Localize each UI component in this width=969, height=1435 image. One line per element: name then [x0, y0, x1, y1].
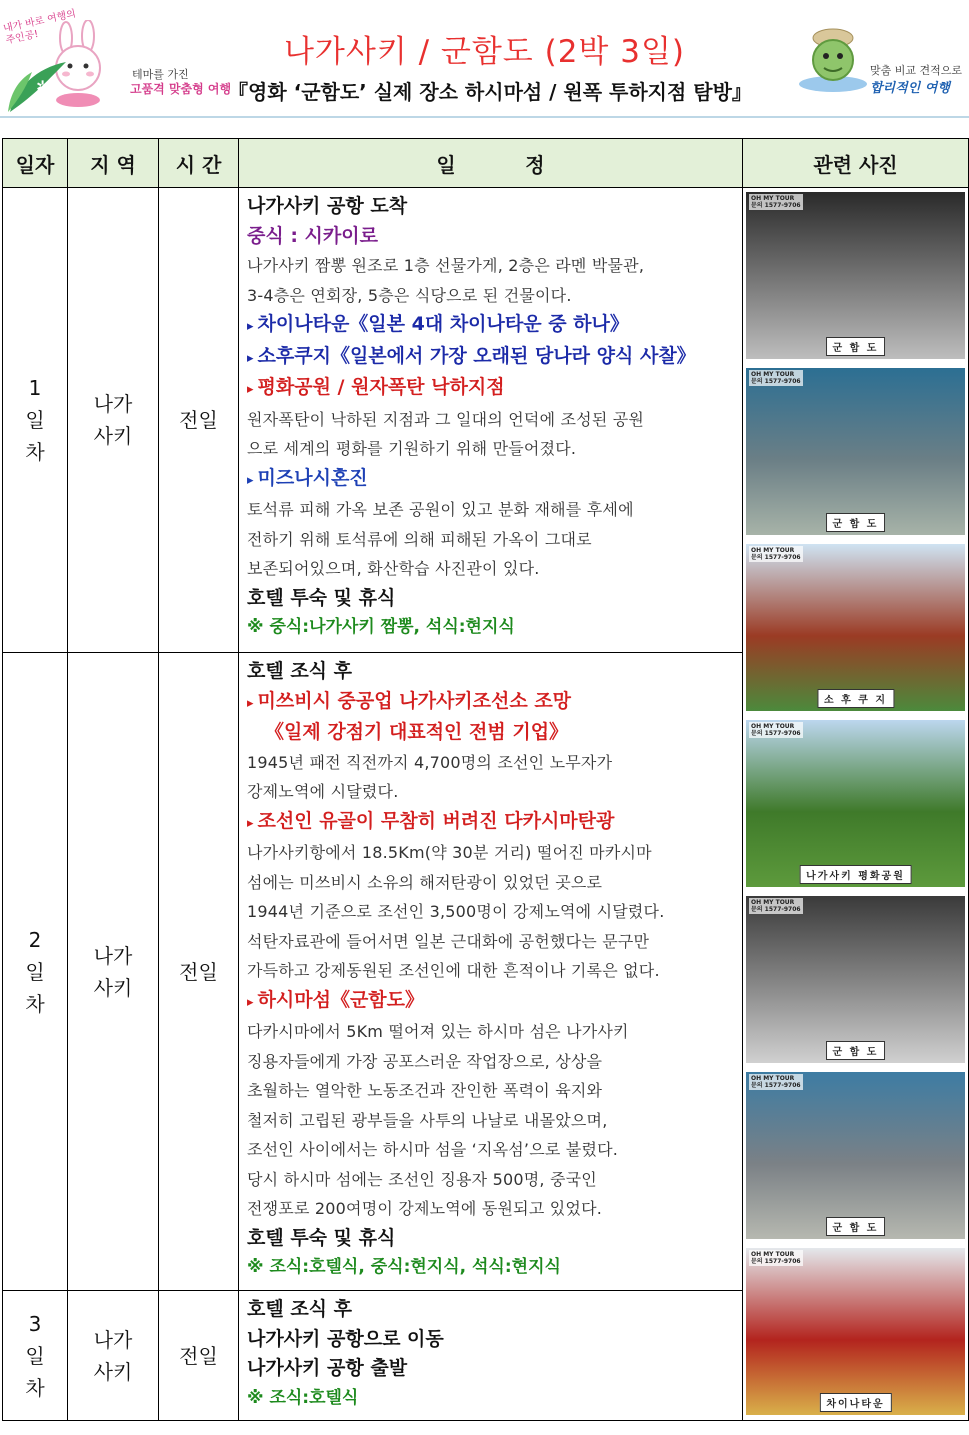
schedule-text: 호텔 투숙 및 휴식: [247, 586, 396, 609]
schedule-text: 나가사키 짬뽕 원조로 1층 선물가게, 2층은 라멘 박물관,: [247, 256, 645, 275]
photo-caption: 차이나타운: [819, 1393, 891, 1412]
right-tagline: 합리적인 여행: [870, 81, 950, 96]
tour-logo: [749, 722, 803, 738]
schedule-text: 소후쿠지《일본에서 가장 오래된 당나라 양식 사찰》: [257, 344, 696, 367]
schedule-line: [247, 868, 736, 898]
photo-caption: 군 함 도: [826, 1217, 886, 1236]
bullet-triangle-icon: ▸: [247, 382, 254, 397]
schedule-line: [247, 748, 736, 778]
schedule-line: [247, 405, 736, 435]
photo-tree: [743, 716, 968, 892]
schedule-text: 다카시마에서 5Km 떨어져 있는 하시마 섬은 나가사키: [247, 1022, 629, 1041]
schedule-line: [247, 1354, 736, 1384]
bullet-triangle-icon: ▸: [247, 994, 254, 1010]
photo-caption: 군 함 도: [826, 337, 886, 356]
schedule-text: 《일제 강점기 대표적인 전범 기업》: [265, 721, 569, 743]
page-header: [0, 0, 969, 128]
day-cell: [3, 1291, 68, 1421]
schedule-text: 나가사키 공항 도착: [247, 195, 408, 217]
column-header-photos: 관련 사진: [743, 139, 969, 188]
schedule-text: 전하기 위해 토석류에 의해 피해된 가옥이 그대로: [247, 529, 592, 549]
tour-logo-text: OH MY TOUR: [751, 899, 795, 906]
schedule-text: 중식 : 시카이로: [247, 224, 378, 247]
schedule-text: 1944년 기준으로 조선인 3,500명이 강제노역에 시달렸다.: [247, 902, 665, 921]
region-cell: [68, 653, 159, 1291]
schedule-text: 조선인 사이에서는 하시마 섬을 ‘지옥섬’으로 불렸다.: [247, 1140, 619, 1159]
theme-tagline: 고품격 맞춤형 여행: [130, 82, 232, 96]
region-label: 나가: [93, 943, 133, 968]
time-cell: 전일: [159, 1291, 239, 1421]
schedule-text: 토석류 피해 가옥 보존 공원이 있고 분화 재해를 후세에: [247, 500, 634, 519]
photo-image: [746, 896, 965, 1063]
schedule-line: [247, 1076, 736, 1106]
schedule-text: 미즈나시혼진: [257, 466, 368, 489]
time-cell: 전일: [159, 188, 239, 653]
schedule-text: ※ 조식:호텔식, 중식:현지식, 석식:현지식: [247, 1257, 561, 1277]
schedule-line: [247, 657, 736, 687]
photo-image: [746, 1248, 965, 1415]
schedule-line: [247, 342, 736, 374]
schedule-cell: [239, 653, 743, 1291]
schedule-line: [247, 1253, 736, 1283]
photo-caption: 군 함 도: [826, 1041, 886, 1060]
region-label: 사키: [93, 424, 133, 448]
tour-logo: [749, 898, 803, 914]
schedule-line: [247, 1165, 736, 1195]
schedule-line: [247, 1106, 736, 1136]
photo-island: [743, 364, 968, 540]
schedule-line: [247, 1017, 736, 1047]
schedule-line: [247, 464, 736, 496]
schedule-cell: [239, 1291, 743, 1421]
schedule-line: [247, 434, 736, 464]
photo-image: [746, 192, 965, 359]
theme-caption: 테마를 가진: [132, 68, 189, 81]
tour-logo-text: OH MY TOUR: [751, 195, 795, 202]
tour-logo-text: 문의 1577-9706: [751, 378, 801, 385]
photo-image: [746, 544, 965, 711]
schedule-text: 섬에는 미쓰비시 소유의 해저탄광이 있었던 곳으로: [247, 872, 603, 892]
tour-logo-text: 문의 1577-9706: [751, 1258, 801, 1265]
column-header-region: 지 역: [68, 139, 159, 188]
schedule-line: [247, 1224, 736, 1254]
column-header-time: 시 간: [159, 139, 239, 188]
page-title: 나가사키 / 군함도 (2박 3일): [283, 34, 685, 70]
tour-logo: [749, 370, 803, 386]
schedule-line: [247, 1047, 736, 1077]
photo-caption: 나가사키 평화공원: [799, 865, 912, 884]
schedule-line: [247, 986, 736, 1018]
schedule-line: [247, 897, 736, 927]
schedule-text: 철저히 고립된 광부들을 사투의 나날로 내몰았으며,: [247, 1110, 608, 1130]
schedule-line: [247, 251, 736, 281]
schedule-line: [247, 687, 736, 719]
photo-gate: [743, 1244, 968, 1420]
schedule-text: 강제노역에 시달렸다.: [247, 782, 399, 801]
itinerary-table: [2, 138, 969, 1421]
schedule-line: [247, 718, 736, 748]
schedule-text: 으로 세계의 평화를 기원하기 위해 만들어졌다.: [247, 439, 577, 458]
region-label: 사키: [93, 1359, 133, 1384]
schedule-text: 석탄자료관에 들어서면 일본 근대화에 공헌했다는 문구만: [247, 931, 650, 951]
photo-people: [743, 892, 968, 1068]
tour-logo-text: OH MY TOUR: [751, 371, 795, 378]
schedule-line: [247, 222, 736, 252]
schedule-line: [247, 1384, 736, 1414]
schedule-line: [247, 838, 736, 868]
schedule-line: [247, 956, 736, 986]
tour-logo-text: OH MY TOUR: [751, 1251, 795, 1258]
table-row: [3, 188, 969, 653]
schedule-cell: [239, 188, 743, 653]
table-header-row: [3, 139, 969, 188]
region-cell: [68, 188, 159, 653]
tour-logo-text: 문의 1577-9706: [751, 202, 801, 209]
day-label: 3: [28, 1311, 42, 1336]
tour-logo-text: OH MY TOUR: [751, 547, 795, 554]
photo-image: [746, 1072, 965, 1239]
right-caption: 맞춤 비교 견적으로: [870, 64, 963, 77]
tour-logo: [749, 546, 803, 562]
time-cell: 전일: [159, 653, 239, 1291]
schedule-line: [247, 584, 736, 614]
schedule-text: 평화공원 / 원자폭탄 낙하지점: [257, 376, 505, 398]
day-label: 일: [25, 959, 45, 984]
tour-logo: [749, 1074, 803, 1090]
day-label: 차: [25, 991, 45, 1016]
photo-caption: 군 함 도: [826, 513, 886, 532]
tour-logo-text: 문의 1577-9706: [751, 554, 801, 561]
photo-caption: 소 후 쿠 지: [817, 689, 894, 708]
column-header-schedule: 일 정: [239, 139, 743, 188]
day-label: 일: [25, 408, 45, 432]
schedule-text: 호텔 조식 후: [247, 660, 352, 682]
photo-column: [743, 188, 969, 1421]
schedule-text: ※ 중식:나가사키 짬뽕, 석식:현지식: [247, 617, 515, 637]
tour-logo-text: 문의 1577-9706: [751, 730, 801, 737]
day-label: 일: [25, 1343, 45, 1368]
region-label: 나가: [93, 1327, 133, 1352]
schedule-line: [247, 310, 736, 342]
schedule-text: 1945년 패전 직전까지 4,700명의 조선인 노무자가: [247, 752, 613, 772]
bunny-slogan: 내가 바로 여행의 주인공!: [2, 8, 77, 47]
region-label: 사키: [93, 975, 133, 1000]
day-label: 2: [28, 927, 42, 952]
tour-logo-text: 문의 1577-9706: [751, 1082, 801, 1089]
schedule-text: 조선인 유골이 무참히 버려진 다카시마탄광: [257, 809, 615, 832]
schedule-line: [247, 1325, 736, 1355]
day-cell: [3, 188, 68, 653]
schedule-line: [247, 281, 736, 311]
tour-logo-text: OH MY TOUR: [751, 723, 795, 730]
day-label: 1: [28, 376, 42, 400]
frog-mascot-illustration: [796, 20, 870, 106]
schedule-text: 호텔 조식 후: [247, 1298, 352, 1320]
svg-text:✲: ✲: [36, 77, 50, 96]
schedule-text: 호텔 투숙 및 휴식: [247, 1226, 396, 1249]
schedule-text: 차이나타운《일본 4대 차이나타운 중 하나》: [257, 313, 629, 335]
schedule-text: 하시마섬《군함도》: [257, 988, 425, 1011]
schedule-line: [247, 192, 736, 222]
schedule-text: 보존되어있으며, 화산학습 사진관이 있다.: [247, 559, 540, 578]
schedule-text: 미쓰비시 중공업 나가사키조선소 조망: [257, 689, 572, 712]
day-cell: [3, 653, 68, 1291]
column-header-day: 일자: [3, 139, 68, 188]
schedule-line: [247, 613, 736, 643]
schedule-line: [247, 807, 736, 839]
schedule-line: [247, 1295, 736, 1325]
tour-logo: [749, 1250, 803, 1266]
tour-logo: [749, 194, 803, 210]
schedule-line: [247, 1194, 736, 1224]
schedule-text: 나가사키 공항 출발: [247, 1357, 408, 1379]
bullet-triangle-icon: ▸: [247, 319, 254, 334]
tour-logo-text: 문의 1577-9706: [751, 906, 801, 913]
bullet-triangle-icon: ▸: [247, 472, 254, 488]
schedule-text: 나가사키항에서 18.5Km(약 30분 거리) 떨어진 마카시마: [247, 843, 652, 862]
schedule-text: 징용자들에게 가장 공포스러운 작업장으로, 상상을: [247, 1051, 603, 1071]
bullet-triangle-icon: ▸: [247, 815, 254, 831]
schedule-text: 원자폭탄이 낙하된 지점과 그 일대의 언덕에 조성된 공원: [247, 409, 645, 429]
schedule-text: 당시 하시마 섬에는 조선인 징용자 500명, 중국인: [247, 1169, 597, 1189]
tour-logo-text: OH MY TOUR: [751, 1075, 795, 1082]
schedule-text: 3-4층은 연회장, 5층은 식당으로 된 건물이다.: [247, 285, 572, 305]
bullet-triangle-icon: ▸: [247, 350, 254, 366]
page-subtitle: 『영화 ‘군함도’ 실제 장소 하시마섬 / 원폭 투하지점 탐방』: [228, 80, 752, 104]
schedule-text: 나가사키 공항으로 이동: [247, 1327, 444, 1350]
region-label: 나가: [93, 392, 133, 416]
schedule-text: 가득하고 강제동원된 조선인에 대한 흔적이나 기록은 없다.: [247, 961, 660, 980]
schedule-line: [247, 927, 736, 957]
photo-image: [746, 368, 965, 535]
day-label: 차: [25, 1375, 45, 1400]
schedule-line: [247, 554, 736, 584]
photo-temple: [743, 540, 968, 716]
schedule-text: ※ 조식:호텔식: [247, 1387, 359, 1408]
schedule-text: 전쟁포로 200여명이 강제노역에 동원되고 있었다.: [247, 1199, 603, 1218]
day-label: 차: [25, 440, 45, 464]
photo-island2: [743, 1068, 968, 1244]
header-divider: [0, 116, 969, 118]
schedule-line: [247, 777, 736, 807]
region-cell: [68, 1291, 159, 1421]
photo-image: [746, 720, 965, 887]
schedule-line: [247, 525, 736, 555]
photo-miners: [743, 188, 968, 364]
bullet-triangle-icon: ▸: [247, 695, 254, 711]
schedule-line: [247, 1135, 736, 1165]
schedule-text: 초월하는 열악한 노동조건과 잔인한 폭력이 육지와: [247, 1081, 603, 1100]
schedule-line: [247, 373, 736, 405]
schedule-line: [247, 495, 736, 525]
